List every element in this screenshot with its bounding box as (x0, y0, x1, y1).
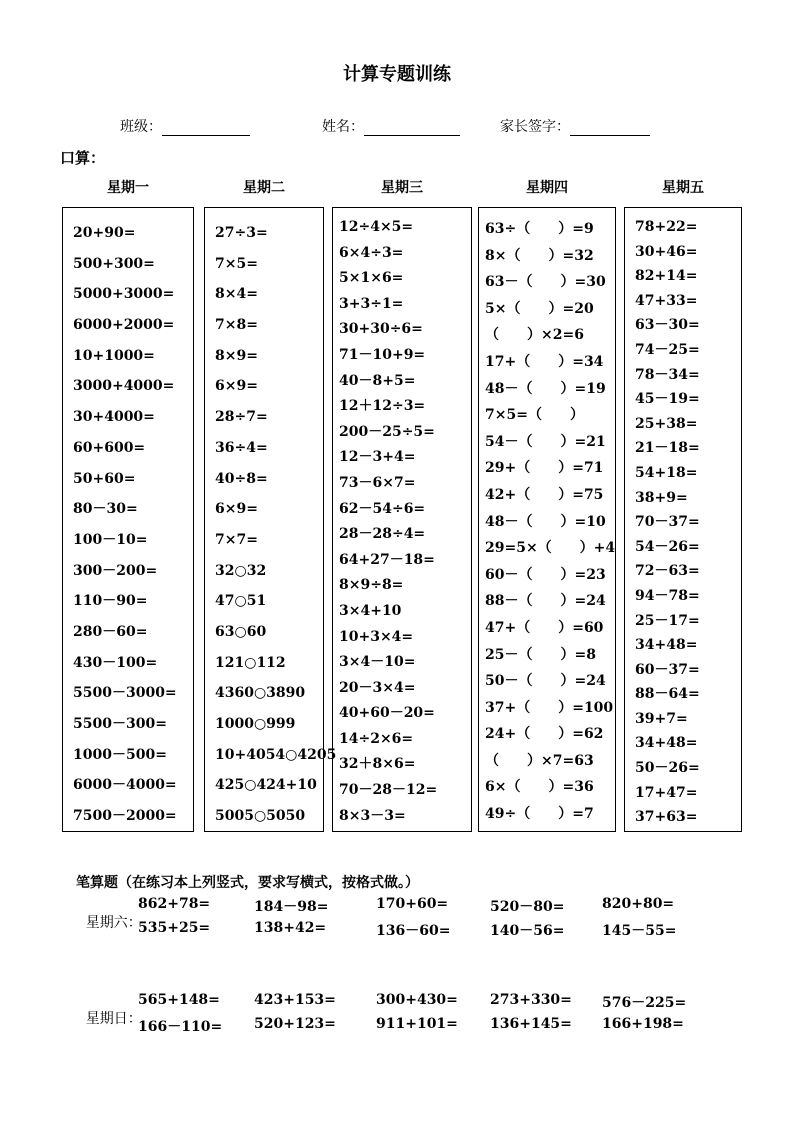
name-field (322, 116, 460, 136)
problem-item: 63÷（ ）=9 (485, 221, 594, 237)
problem-item: 17+（ ）=34 (485, 353, 604, 370)
problem-item: 3+3÷1= (339, 295, 404, 312)
problem-item: 73－6×7= (339, 474, 416, 491)
problem-item: 64+27－18= (339, 551, 435, 568)
problem-item: 3×4－10= (339, 654, 416, 671)
written-problem: 184－98= (254, 899, 329, 915)
problem-item: 70－28－12= (339, 782, 438, 799)
problem-item: 80－30= (73, 501, 138, 518)
problem-item: 47○51 (215, 593, 267, 610)
problem-item: 60+600= (73, 439, 146, 456)
written-problem: 138+42= (254, 920, 327, 936)
written-problem: 145－55= (602, 923, 677, 939)
problem-item: 40－8+5= (339, 372, 416, 389)
problem-item: 54+18= (635, 464, 698, 481)
problem-item: 6×（ ）=36 (485, 779, 594, 796)
problem-item: 14÷2×6= (339, 730, 414, 747)
problem-item: 6×4÷3= (339, 244, 404, 261)
problem-item: 280－60= (73, 623, 148, 640)
problem-item: 12－3+4= (339, 449, 416, 466)
problem-item: 3×4+10 (339, 602, 402, 619)
problem-item: 100－10= (73, 531, 148, 548)
problem-item: 82+14= (635, 268, 698, 285)
class-label: 班级： (120, 119, 162, 135)
problem-item: 30+4000= (73, 409, 155, 426)
problem-item: 121○112 (215, 654, 286, 671)
day-box-fri (624, 207, 742, 832)
problem-item: 54－26= (635, 538, 700, 555)
problem-item: 7×5=（ ） (485, 407, 584, 424)
problem-item: 50－26= (635, 760, 700, 777)
problem-item: 32○32 (215, 562, 267, 579)
problem-item: 5000+3000= (73, 286, 175, 303)
problem-item: 70－37= (635, 514, 700, 531)
problem-item: 72－63= (635, 563, 700, 580)
written-problem: 911+101= (376, 1016, 458, 1032)
problem-item: 88－64= (635, 686, 700, 703)
problem-list-fri (625, 208, 741, 835)
day-box-thu (478, 207, 616, 832)
problem-item: 32＋8×6= (339, 756, 416, 773)
problem-item: 63－（ ）=30 (485, 274, 606, 291)
written-problem: 820+80= (602, 896, 675, 912)
problem-item: 7×5= (215, 255, 258, 272)
day-header-tue: 星期二 (243, 180, 285, 196)
problem-item: 48－（ ）=10 (485, 513, 606, 530)
saturday-label: 星期六： (85, 915, 142, 931)
sunday-row-1 (76, 992, 142, 1028)
problem-item: 6000－4000= (73, 777, 177, 794)
problem-item: 20+90= (73, 225, 136, 241)
sunday-label: 星期日： (85, 1011, 142, 1027)
problem-item: 8×（ ）=32 (485, 247, 594, 264)
written-problem: 300+430= (376, 992, 458, 1008)
problem-item: 88－（ ）=24 (485, 593, 606, 610)
day-box-tue (204, 207, 337, 832)
day-box-mon (62, 207, 194, 832)
problem-list-thu (479, 208, 615, 834)
problem-item: 62－54÷6= (339, 500, 426, 517)
written-problem: 140－56= (490, 923, 565, 939)
written-problem: 136+145= (490, 1016, 572, 1032)
problem-item: 48－（ ）=19 (485, 380, 606, 397)
page-title: 计算专题训练 (343, 64, 451, 85)
problem-item: 200－25÷5= (339, 423, 435, 440)
problem-item: 37+63= (635, 809, 698, 826)
written-problem: 535+25= (138, 920, 211, 936)
written-problem: 576－225= (602, 995, 687, 1011)
problem-item: 7×7= (215, 531, 258, 548)
written-problem: 862+78= (138, 896, 211, 912)
problem-item: 47+33= (635, 292, 698, 309)
problem-item: 63－30= (635, 317, 700, 334)
problem-item: 6000+2000= (73, 317, 175, 334)
day-header-thu: 星期四 (526, 180, 568, 196)
problem-item: 74－25= (635, 341, 700, 358)
problem-item: 4360○3890 (215, 685, 306, 702)
problem-item: （ ）×2=6 (485, 327, 584, 344)
written-section-label: 笔算题（在练习本上列竖式，要求写横式，按格式做。） (76, 875, 419, 891)
problem-list-tue (205, 208, 337, 840)
problem-item: 78+22= (635, 219, 698, 235)
written-problem: 423+153= (254, 992, 336, 1008)
problem-item: 30+46= (635, 243, 698, 260)
problem-item: 30+30÷6= (339, 321, 423, 338)
problem-item: 29=5×（ ）+4 (485, 540, 616, 557)
problem-item: 8×4= (215, 286, 258, 303)
problem-item: 29+（ ）=71 (485, 460, 604, 477)
problem-item: 34+48= (635, 637, 698, 654)
problem-item: 28÷7= (215, 409, 268, 426)
parent-signature-label: 家长签字： (500, 119, 570, 135)
problem-item: 38+9= (635, 489, 688, 506)
problem-item: 5×（ ）=20 (485, 300, 594, 317)
problem-item: 40÷8= (215, 470, 268, 487)
problem-item: 37+（ ）=100 (485, 699, 614, 716)
class-blank[interactable] (162, 121, 250, 136)
problem-item: 8×9= (215, 347, 258, 364)
problem-item: 425○424+10 (215, 777, 317, 794)
problem-item: 500+300= (73, 255, 155, 272)
problem-item: 8×9÷8= (339, 577, 404, 594)
problem-item: 1000○999 (215, 716, 296, 732)
problem-item: 54－（ ）=21 (485, 433, 606, 450)
written-problem: 273+330= (490, 992, 572, 1008)
problem-item: 5005○5050 (215, 808, 306, 825)
problem-item: 60－37= (635, 661, 700, 678)
problem-item: 12＋12÷3= (339, 398, 426, 415)
problem-item: 10+4054○4205 (215, 746, 337, 763)
problem-item: 40+60－20= (339, 705, 435, 722)
problem-item: 27÷3= (215, 225, 268, 241)
problem-item: 25+38= (635, 415, 698, 432)
problem-item: 50－（ ）=24 (485, 673, 606, 690)
day-header-mon: 星期一 (107, 180, 149, 196)
written-problem: 136－60= (376, 923, 451, 939)
problem-item: 60－（ ）=23 (485, 566, 606, 583)
problem-item: 34+48= (635, 735, 698, 752)
problem-item: 45－19= (635, 391, 700, 408)
problem-item: 5×1×6= (339, 270, 404, 287)
problem-item: 110－90= (73, 593, 148, 610)
written-problem: 565+148= (138, 992, 220, 1008)
name-label: 姓名： (322, 119, 364, 135)
problem-item: 78－34= (635, 366, 700, 383)
problem-item: 6×9= (215, 378, 258, 395)
problem-item: 12÷4×5= (339, 219, 414, 235)
problem-item: 430－100= (73, 654, 158, 671)
oral-section-label: 口算： (60, 149, 106, 167)
problem-item: 300－200= (73, 562, 158, 579)
saturday-row-1 (76, 896, 142, 932)
problem-item: 25－17= (635, 612, 700, 629)
parent-signature-blank[interactable] (570, 121, 650, 136)
problem-item: 7×8= (215, 317, 258, 334)
problem-item: 49÷（ ）=7 (485, 806, 594, 823)
name-blank[interactable] (364, 121, 460, 136)
problem-item: 42+（ ）=75 (485, 486, 604, 503)
problem-item: 25－（ ）=8 (485, 646, 596, 663)
problem-item: 39+7= (635, 710, 688, 727)
written-problem: 170+60= (376, 896, 449, 912)
problem-item: 28－28÷4= (339, 526, 426, 543)
written-problem: 166+198= (602, 1016, 684, 1032)
problem-item: 21－18= (635, 440, 700, 457)
day-header-fri: 星期五 (662, 180, 704, 196)
problem-item: 1000－500= (73, 746, 167, 763)
day-box-wed (332, 207, 472, 832)
problem-item: 17+47= (635, 784, 698, 801)
problem-item: 50+60= (73, 470, 136, 487)
problem-list-mon (63, 208, 193, 840)
problem-item: 10+1000= (73, 347, 155, 364)
problem-item: 8×3－3= (339, 807, 406, 824)
problem-item: 5500－300= (73, 716, 167, 732)
problem-item: 71－10+9= (339, 346, 426, 363)
problem-item: 47+（ ）=60 (485, 619, 604, 636)
problem-item: 7500－2000= (73, 808, 177, 825)
problem-item: （ ）×7=63 (485, 752, 594, 769)
written-problem: 166－110= (138, 1019, 223, 1035)
problem-item: 10+3×4= (339, 628, 414, 645)
written-problem: 520+123= (254, 1016, 336, 1032)
problem-item: 6×9= (215, 501, 258, 518)
problem-item: 20－3×4= (339, 679, 416, 696)
problem-list-wed (333, 208, 471, 834)
problem-item: 36÷4= (215, 439, 268, 456)
problem-item: 5500－3000= (73, 685, 177, 702)
written-problem: 520－80= (490, 899, 565, 915)
parent-signature-field (500, 116, 650, 136)
problem-item: 3000+4000= (73, 378, 175, 395)
problem-item: 94－78= (635, 587, 700, 604)
problem-item: 63○60 (215, 623, 267, 640)
class-field (120, 116, 250, 136)
day-header-wed: 星期三 (381, 180, 423, 196)
problem-item: 24+（ ）=62 (485, 726, 604, 743)
